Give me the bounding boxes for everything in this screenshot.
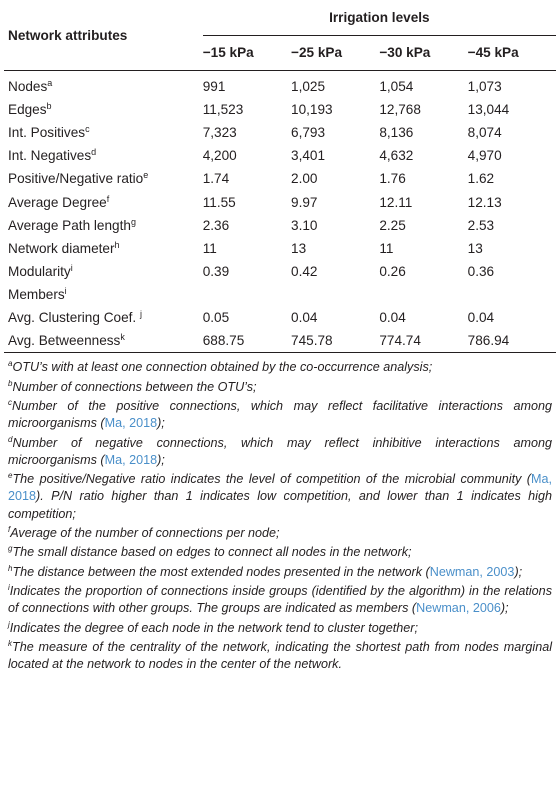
table-cell: 786.94 xyxy=(468,329,556,353)
footnote-text: Indicates the proportion of connections inside groups (identified by the algorithm) in the relations of connections with other groups. The groups are indicated as members ( xyxy=(8,584,552,616)
table-cell: 11.55 xyxy=(202,194,236,210)
table-cell: 13 xyxy=(291,240,307,256)
footnote-text: Indicates the degree of each node in the network tend to cluster together; xyxy=(9,620,418,635)
footnote-text: The positive/Negative ratio indicates the level of competition of the microbial community ( xyxy=(12,472,531,487)
row-footnote-marker: i xyxy=(70,262,73,273)
table-cell: 1,073 xyxy=(467,79,502,95)
table-cell: 1,025 xyxy=(291,79,326,95)
table-row xyxy=(4,329,556,353)
footnote-text-tail: ); xyxy=(514,564,523,579)
row-label-text: Nodes xyxy=(8,79,48,95)
row-label xyxy=(4,260,203,283)
row-footnote-marker: e xyxy=(143,170,149,181)
table-cell: 3,401 xyxy=(291,148,326,164)
footnote-text-tail: ). P/N ratio higher than 1 indicates low competition, and lower than 1 indicates high competition; xyxy=(8,489,552,521)
table-cell: 8,074 xyxy=(467,125,502,141)
footnote-text: The distance between the most extended nodes presented in the network ( xyxy=(12,564,430,579)
table-row xyxy=(4,214,556,237)
table-cell: 8,136 xyxy=(379,125,414,141)
table-cell: 12.11 xyxy=(379,194,413,210)
table-cell: 13 xyxy=(467,240,483,256)
row-label xyxy=(4,144,203,167)
table-cell: 1.74 xyxy=(202,171,230,187)
table-cell: 1.62 xyxy=(467,171,495,187)
row-footnote-marker: i xyxy=(64,285,67,296)
table-cell xyxy=(291,283,379,306)
footnote-text: Number of negative connections, which may reflect inhibitive interactions among microorganisms ( xyxy=(8,435,552,467)
footnote-marker: j xyxy=(8,619,10,629)
citation-link[interactable]: Newman, 2006 xyxy=(416,601,501,616)
footnotes xyxy=(4,353,556,673)
table-cell: 12,768 xyxy=(379,102,421,118)
row-label-text: Average Path length xyxy=(8,217,131,233)
table-cell: 13,044 xyxy=(467,102,510,118)
citation-link[interactable]: Ma, 2018 xyxy=(104,452,158,467)
table-cell: 4,970 xyxy=(467,148,502,164)
footnote-marker: i xyxy=(8,583,10,593)
footnote xyxy=(8,379,552,396)
table-row xyxy=(4,283,556,306)
row-label xyxy=(4,329,203,353)
row-footnote-marker: b xyxy=(46,101,52,112)
footnote-text: The small distance based on edges to connect all nodes in the network; xyxy=(12,545,412,560)
row-label xyxy=(4,237,203,260)
row-footnote-marker: h xyxy=(114,239,120,250)
table-row xyxy=(4,167,556,190)
footnote-marker: c xyxy=(8,397,12,407)
table-row xyxy=(4,306,556,329)
table-cell: 0.36 xyxy=(467,263,495,279)
row-label-text: Average Degree xyxy=(8,194,107,210)
footnote-text: Number of connections between the OTU’s; xyxy=(12,379,257,394)
column-header-irrigation: Irrigation levels xyxy=(329,10,430,25)
row-label xyxy=(4,214,203,237)
footnote-marker: g xyxy=(8,544,13,554)
table-cell xyxy=(468,283,556,306)
table-cell: 774.74 xyxy=(379,329,467,353)
row-label-text: Edges xyxy=(8,102,47,118)
table-cell: 2.00 xyxy=(291,171,318,187)
table-row xyxy=(4,144,556,167)
table-row xyxy=(4,190,556,213)
table-row xyxy=(4,260,556,283)
column-header-15kpa: −15 kPa xyxy=(203,36,291,71)
network-attributes-table xyxy=(4,0,556,353)
footnote xyxy=(8,583,552,617)
table-cell: 7,323 xyxy=(202,125,237,141)
row-footnote-marker: j xyxy=(139,308,142,319)
table-cell: 4,200 xyxy=(202,148,237,164)
table-cell: 0.04 xyxy=(291,309,318,325)
table-cell: 6,793 xyxy=(291,125,326,141)
table-cell: 1,054 xyxy=(379,79,414,95)
row-footnote-marker: d xyxy=(91,147,97,158)
row-label-text: Positive/Negative ratio xyxy=(8,171,144,187)
footnote-marker: k xyxy=(8,639,12,649)
table-cell: 11 xyxy=(379,240,394,256)
footnote-marker: e xyxy=(8,471,13,481)
row-label xyxy=(4,306,203,329)
table-cell: 1.76 xyxy=(379,171,406,187)
table-cell xyxy=(203,283,291,306)
citation-link[interactable]: Ma, 2018 xyxy=(104,416,158,431)
table-cell: 0.04 xyxy=(467,309,495,325)
table-cell: 3.10 xyxy=(291,217,318,233)
table-cell: 688.75 xyxy=(203,329,291,353)
table-cell: 0.39 xyxy=(202,263,230,279)
footnote-text: Average of the number of connections per node; xyxy=(10,525,280,540)
row-label-text: Avg. Betweenness xyxy=(8,333,121,349)
footnote-marker: f xyxy=(8,524,11,534)
footnote xyxy=(8,564,552,581)
table-cell: 0.05 xyxy=(202,309,230,325)
footnote-text: The measure of the centrality of the network, indicating the shortest path from nodes marginal located at the network to nodes in the center of the network. xyxy=(8,640,552,672)
row-label-text: Int. Negatives xyxy=(8,148,92,164)
table-cell: 10,193 xyxy=(291,102,333,118)
column-header-45kpa: −45 kPa xyxy=(468,36,556,71)
citation-link[interactable]: Ma, 2018 xyxy=(8,472,552,504)
row-label xyxy=(4,190,203,213)
row-footnote-marker: a xyxy=(47,78,53,89)
table-row xyxy=(4,237,556,260)
table-cell: 2.25 xyxy=(379,217,406,233)
row-label xyxy=(4,121,203,144)
row-footnote-marker: f xyxy=(106,193,110,204)
footnote xyxy=(8,525,552,542)
table-cell: 0.26 xyxy=(379,263,406,279)
footnote-marker: b xyxy=(8,378,13,388)
table-cell: 0.04 xyxy=(379,309,406,325)
column-header-attributes: Network attributes xyxy=(4,0,203,71)
table-cell: 0.42 xyxy=(291,263,318,279)
footnote-text: Number of the positive connections, which may reflect facilitative interactions among microorganisms ( xyxy=(8,398,552,431)
table-cell: 2.36 xyxy=(202,217,230,233)
table-body xyxy=(4,71,556,353)
table-cell: 4,632 xyxy=(379,148,414,164)
table-cell: 9.97 xyxy=(291,194,318,210)
table-cell xyxy=(379,283,467,306)
footnote-text-tail: ); xyxy=(157,452,165,467)
citation-link[interactable]: Newman, 2003 xyxy=(429,564,515,579)
table-cell: 991 xyxy=(202,79,226,95)
footnote-marker: d xyxy=(8,434,13,444)
row-footnote-marker: k xyxy=(120,332,125,343)
column-header-25kpa: −25 kPa xyxy=(291,36,379,71)
row-label-text: Network diameter xyxy=(8,240,115,256)
footnote xyxy=(8,544,552,561)
row-label-text: Members xyxy=(8,286,65,302)
footnote xyxy=(8,398,552,432)
footnote-text: OTU’s with at least one connection obtained by the co-occurrence analysis; xyxy=(12,360,433,375)
table-row xyxy=(4,121,556,144)
table-cell: 12.13 xyxy=(467,194,502,210)
table-cell: 11,523 xyxy=(202,102,244,118)
table-cell: 11 xyxy=(202,240,217,256)
row-label xyxy=(4,283,203,306)
footnote xyxy=(8,471,552,523)
footnote-text-tail: ); xyxy=(500,601,509,616)
row-label xyxy=(4,71,203,99)
row-label-text: Modularity xyxy=(8,263,71,279)
footnote xyxy=(8,639,552,673)
table-cell: 2.53 xyxy=(467,217,495,233)
footnote-marker: h xyxy=(8,563,13,573)
column-header-30kpa: −30 kPa xyxy=(379,36,467,71)
row-label xyxy=(4,98,203,121)
footnote xyxy=(8,435,552,469)
table-cell: 745.78 xyxy=(291,329,379,353)
table-row xyxy=(4,71,556,99)
row-footnote-marker: g xyxy=(130,216,136,227)
row-label-text: Avg. Clustering Coef. xyxy=(8,309,140,325)
row-footnote-marker: c xyxy=(85,124,90,135)
row-label-text: Int. Positives xyxy=(8,125,86,141)
footnote xyxy=(8,359,552,376)
footnote-marker: a xyxy=(8,359,13,369)
row-label xyxy=(4,167,203,190)
footnote xyxy=(8,620,552,637)
table-row xyxy=(4,98,556,121)
footnote-text-tail: ); xyxy=(157,416,165,431)
